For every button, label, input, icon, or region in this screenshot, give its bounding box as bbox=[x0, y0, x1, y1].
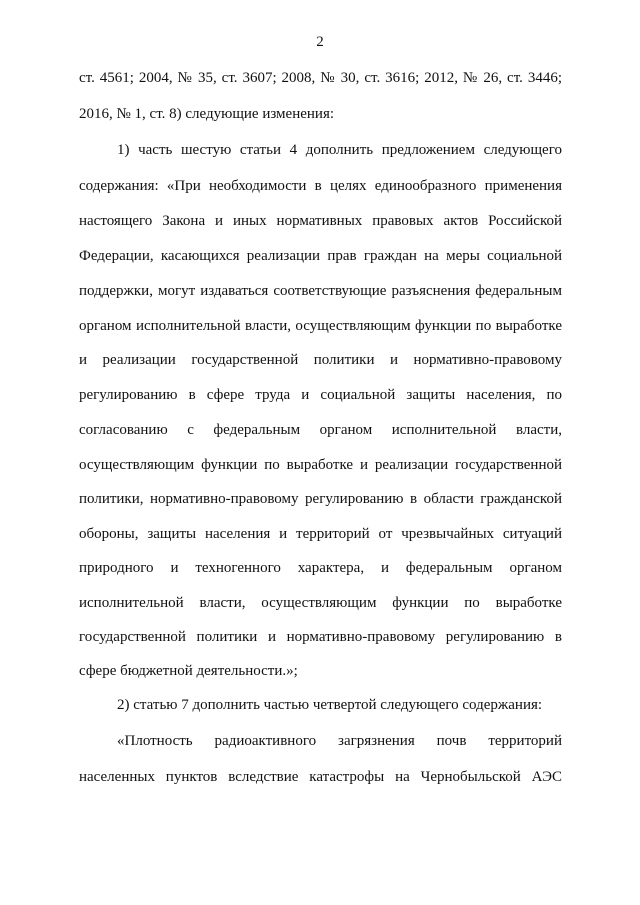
text-line: государственной политики и нормативно-правовому регулированию в bbox=[79, 629, 562, 645]
text-line: «Плотность радиоактивного загрязнения почв территорий bbox=[117, 733, 562, 749]
text-line: настоящего Закона и иных нормативных правовых актов Российской bbox=[79, 213, 562, 229]
text-line: Федерации, касающихся реализации прав граждан на меры социальной bbox=[79, 248, 562, 264]
text-line: согласованию с федеральным органом исполнительной власти, bbox=[79, 422, 562, 438]
text-line: 2) статью 7 дополнить частью четвертой следующего содержания: bbox=[117, 697, 543, 713]
text-line: органом исполнительной власти, осуществляющим функции по выработке bbox=[79, 318, 562, 334]
text-line: обороны, защиты населения и территорий от чрезвычайных ситуаций bbox=[79, 526, 562, 542]
text-line: населенных пунктов вследствие катастрофы на Чернобыльской АЭС bbox=[79, 769, 562, 785]
text-line: 1) часть шестую статьи 4 дополнить предложением следующего bbox=[117, 142, 562, 158]
text-line: содержания: «При необходимости в целях единообразного применения bbox=[79, 178, 562, 194]
text-line: 2016, № 1, ст. 8) следующие изменения: bbox=[79, 106, 335, 122]
text-line: сфере бюджетной деятельности.»; bbox=[79, 663, 298, 679]
text-line: политики, нормативно-правовому регулированию в области гражданской bbox=[79, 491, 562, 507]
text-line: осуществляющим функции по выработке и реализации государственной bbox=[79, 457, 562, 473]
text-line: исполнительной власти, осуществляющим функции по выработке bbox=[79, 595, 562, 611]
text-line: ст. 4561; 2004, № 35, ст. 3607; 2008, № 30, ст. 3616; 2012, № 26, ст. 3446; bbox=[79, 70, 562, 86]
text-line: природного и техногенного характера, и федеральным органом bbox=[79, 560, 562, 576]
text-line: регулированию в сфере труда и социальной защиты населения, по bbox=[79, 387, 562, 403]
text-line: поддержки, могут издаваться соответствующие разъяснения федеральным bbox=[79, 283, 562, 299]
page-number: 2 bbox=[316, 34, 324, 50]
text-line: и реализации государственной политики и нормативно-правовому bbox=[79, 352, 562, 368]
